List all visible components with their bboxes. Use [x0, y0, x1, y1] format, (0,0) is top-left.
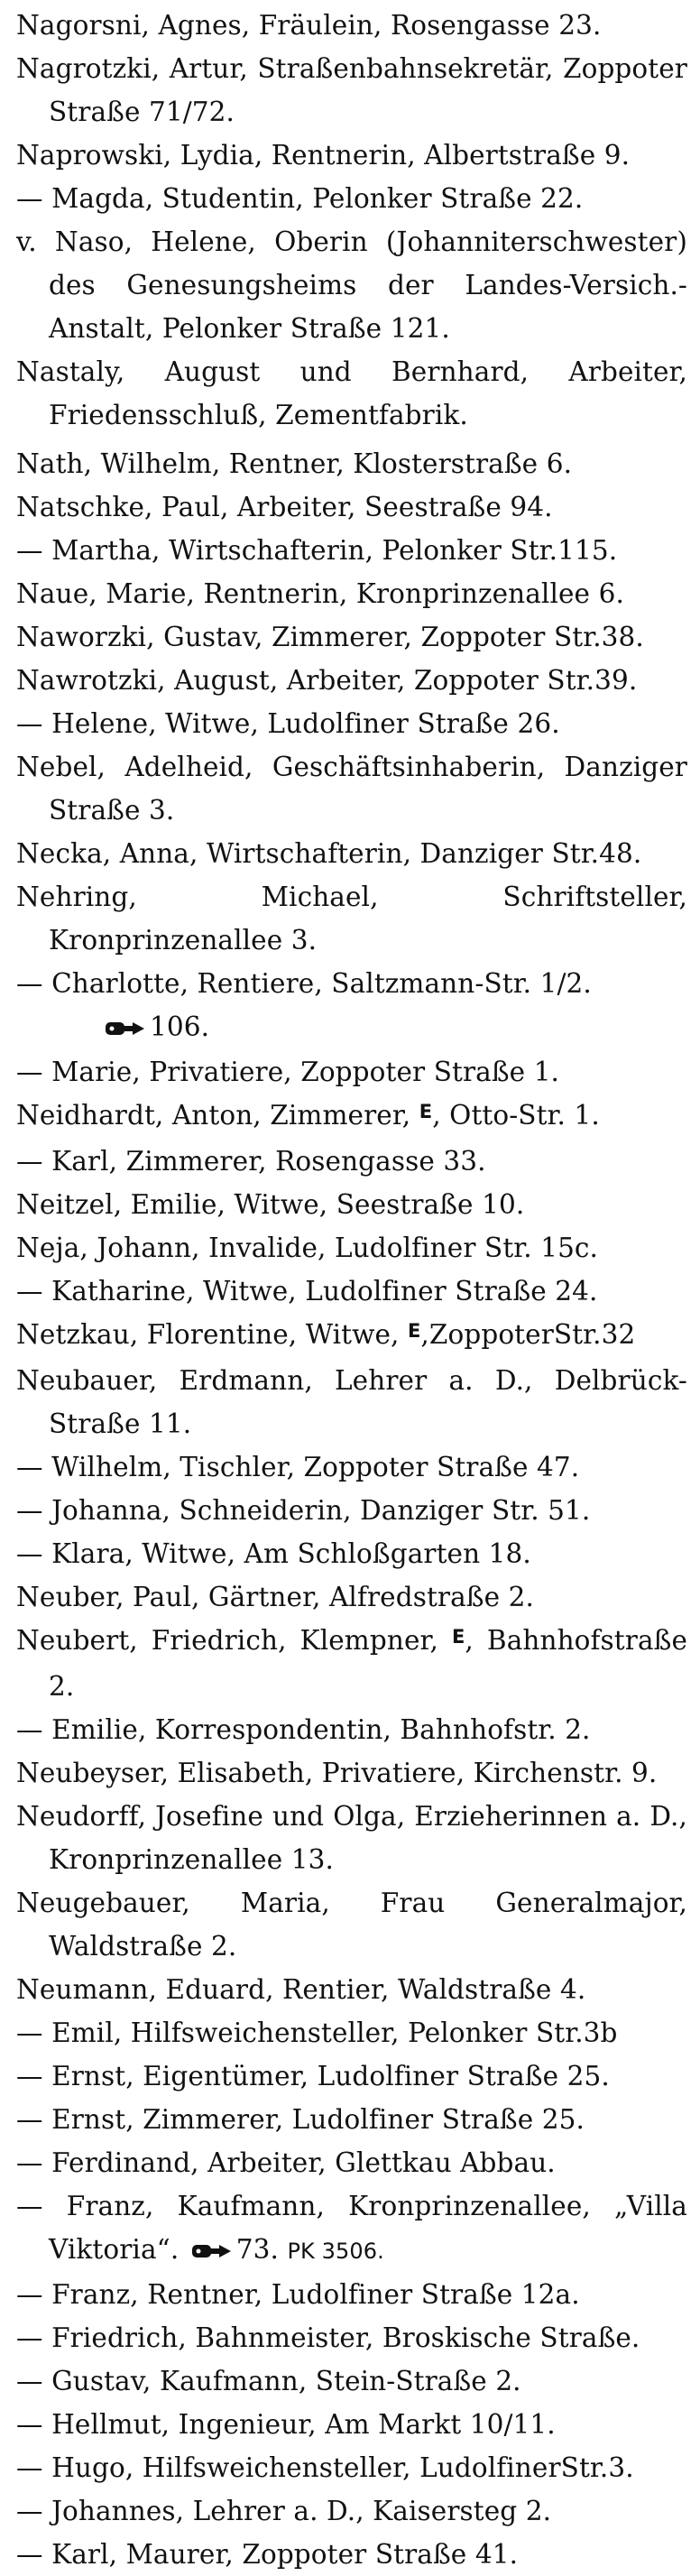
- entry-text: — Wilhelm, Tischler, Zoppoter Straße 47.: [16, 1452, 580, 1482]
- entry-text: — Magda, Studentin, Pelonker Straße 22.: [16, 183, 584, 214]
- entry-text: Nagorsni, Agnes, Fräulein, Rosengasse 23.: [16, 10, 602, 41]
- postal-account: PK 3506.: [287, 2239, 384, 2264]
- directory-entry: [16, 2533, 687, 2576]
- owner-symbol: E: [407, 1320, 421, 1342]
- entry-text: — Emilie, Korrespondentin, Bahnhofstr. 2.: [16, 1714, 591, 1745]
- entry-text: Nastaly, August und Bernhard, Arbeiter, Friedensschluß, Zementfabrik.: [16, 356, 687, 430]
- entry-text: — Franz, Rentner, Ludolfiner Straße 12a.: [16, 2279, 580, 2310]
- directory-entry: [16, 659, 687, 702]
- entry-text: — Friedrich, Bahnmeister, Broskische Straße.: [16, 2322, 640, 2353]
- entry-text: — Johannes, Lehrer a. D., Kaisersteg 2.: [16, 2496, 552, 2526]
- directory-entry: [16, 572, 687, 615]
- directory-entry: [16, 1050, 687, 1094]
- directory-entry: [16, 1489, 687, 1532]
- directory-entry: [16, 134, 687, 177]
- entry-text: Neubert, Friedrich, Klempner,: [16, 1625, 452, 1656]
- directory-entry: [16, 2403, 687, 2446]
- entry-text: Nehring, Michael, Schriftsteller, Kronprinzenallee 3.: [16, 882, 687, 956]
- entry-text: — Johanna, Schneiderin, Danziger Str. 51.: [16, 1495, 591, 1526]
- directory-entry: [16, 2273, 687, 2316]
- directory-entry: [16, 1270, 687, 1313]
- directory-entry: [16, 4, 687, 47]
- directory-entry: [16, 615, 687, 659]
- directory-entry: [16, 875, 687, 962]
- entry-text: , Otto-Str. 1.: [432, 1100, 600, 1131]
- directory-column: [16, 4, 687, 2576]
- directory-entry: [16, 1094, 687, 1140]
- directory-entry: [16, 1619, 687, 1708]
- directory-entry: [16, 745, 687, 832]
- entry-text: Nawrotzki, August, Arbeiter, Zoppoter Str.39.: [16, 665, 638, 696]
- entry-text: — Franz, Kaufmann, Kronprinzenallee, „Villa Viktoria“.: [16, 2191, 687, 2265]
- entry-text: Netzkau, Florentine, Witwe,: [16, 1319, 408, 1350]
- entry-text: , Bahnhofstraße 2.: [49, 1625, 688, 1702]
- directory-entry: [16, 962, 687, 1050]
- directory-entry: [16, 177, 687, 220]
- entry-text: — Marie, Privatiere, Zoppoter Straße 1.: [16, 1057, 560, 1087]
- directory-entry: [16, 2316, 687, 2359]
- entry-text: — Martha, Wirtschafterin, Pelonker Str.115.: [16, 535, 618, 566]
- entry-text: — Katharine, Witwe, Ludolfiner Straße 24.: [16, 1276, 598, 1306]
- telephone-number: 73.: [235, 2234, 279, 2265]
- telephone-number: 106.: [150, 1011, 210, 1042]
- entry-text: — Emil, Hilfsweichensteller, Pelonker Str.3b: [16, 2017, 618, 2048]
- directory-entry: [16, 1751, 687, 1795]
- directory-entry: [16, 702, 687, 745]
- directory-entry: [16, 47, 687, 134]
- entry-text: — Hellmut, Ingenieur, Am Markt 10/11.: [16, 2409, 556, 2440]
- entry-text: — Karl, Zimmerer, Rosengasse 33.: [16, 1146, 486, 1177]
- directory-entry: [16, 1140, 687, 1183]
- entry-text: Naprowski, Lydia, Rentnerin, Albertstraße 9.: [16, 140, 631, 171]
- directory-entry: [16, 832, 687, 875]
- directory-entry: [16, 2489, 687, 2533]
- directory-entry: [16, 1575, 687, 1619]
- entry-text: — Ernst, Zimmerer, Ludolfiner Straße 25.: [16, 2104, 585, 2135]
- directory-entry: [16, 1881, 687, 1968]
- directory-entry: [16, 2054, 687, 2098]
- entry-text: — Karl, Maurer, Zoppoter Straße 41.: [16, 2539, 519, 2570]
- entry-text: — Klara, Witwe, Am Schloßgarten 18.: [16, 1538, 531, 1569]
- owner-symbol: E: [451, 1626, 465, 1648]
- owner-symbol: E: [419, 1101, 433, 1122]
- entry-text: Neja, Johann, Invalide, Ludolfiner Str. 15c.: [16, 1233, 599, 1263]
- entry-text: Natschke, Paul, Arbeiter, Seestraße 94.: [16, 492, 553, 522]
- entry-text: ,ZoppoterStr.32: [420, 1319, 636, 1350]
- directory-entry: [16, 529, 687, 572]
- telephone-icon: [191, 2230, 233, 2273]
- entry-text: Neudorff, Josefine und Olga, Erzieherinnen a. D., Kronprinzenallee 13.: [16, 1801, 687, 1875]
- entry-text: Neuber, Paul, Gärtner, Alfredstraße 2.: [16, 1582, 534, 1612]
- directory-entry: [16, 1968, 687, 2011]
- entry-text: Nebel, Adelheid, Geschäftsinhaberin, Danziger Straße 3.: [16, 752, 687, 826]
- directory-entry: [16, 1795, 687, 1881]
- entry-text: Neitzel, Emilie, Witwe, Seestraße 10.: [16, 1189, 525, 1220]
- directory-entry: [16, 1445, 687, 1489]
- directory-entry: [16, 2098, 687, 2141]
- entry-text: — Ferdinand, Arbeiter, Glettkau Abbau.: [16, 2147, 556, 2178]
- telephone-icon: [105, 1007, 146, 1050]
- entry-text: Necka, Anna, Wirtschafterin, Danziger Str.48.: [16, 838, 642, 869]
- entry-text: Neidhardt, Anton, Zimmerer,: [16, 1100, 419, 1131]
- directory-entry: [16, 1183, 687, 1226]
- directory-entry: [16, 1313, 687, 1359]
- directory-entry: [16, 350, 687, 437]
- entry-text: Neumann, Eduard, Rentier, Waldstraße 4.: [16, 1974, 586, 2005]
- directory-entry: [16, 2184, 687, 2273]
- entry-text: — Ernst, Eigentümer, Ludolfiner Straße 25.: [16, 2061, 610, 2091]
- directory-entry: [16, 442, 687, 485]
- entry-text: Neubauer, Erdmann, Lehrer a. D., Delbrück-Straße 11.: [16, 1365, 687, 1439]
- directory-entry: [16, 2446, 687, 2489]
- entry-text: — Gustav, Kaufmann, Stein-Straße 2.: [16, 2366, 521, 2396]
- directory-entry: [16, 220, 687, 350]
- directory-entry: [16, 1708, 687, 1751]
- entry-text: Neubeyser, Elisabeth, Privatiere, Kirchenstr. 9.: [16, 1758, 658, 1788]
- entry-text: Nath, Wilhelm, Rentner, Klosterstraße 6.: [16, 448, 573, 479]
- directory-entry: [16, 1532, 687, 1575]
- directory-entry: [16, 1226, 687, 1270]
- directory-entry: [16, 2011, 687, 2054]
- directory-entry: [16, 2141, 687, 2184]
- entry-text: — Charlotte, Rentiere, Saltzmann-Str. 1/2.: [16, 968, 592, 999]
- directory-entry: [16, 2359, 687, 2403]
- entry-text: Nagrotzki, Artur, Straßenbahnsekretär, Zoppoter Straße 71/72.: [16, 53, 687, 127]
- entry-text: — Helene, Witwe, Ludolfiner Straße 26.: [16, 708, 560, 739]
- directory-entry: [16, 485, 687, 529]
- entry-text: — Hugo, Hilfsweichensteller, LudolfinerStr.3.: [16, 2452, 634, 2483]
- entry-text: Naue, Marie, Rentnerin, Kronprinzenallee 6.: [16, 578, 624, 609]
- entry-text: v. Naso, Helene, Oberin (Johanniterschwester) des Genesungsheims der Landes-Versich.-Anstalt, Pelonker Straße 121.: [16, 226, 687, 344]
- directory-entry: [16, 1359, 687, 1445]
- entry-text: Neugebauer, Maria, Frau Generalmajor, Waldstraße 2.: [16, 1888, 687, 1962]
- entry-text: Naworzki, Gustav, Zimmerer, Zoppoter Str.38.: [16, 622, 644, 652]
